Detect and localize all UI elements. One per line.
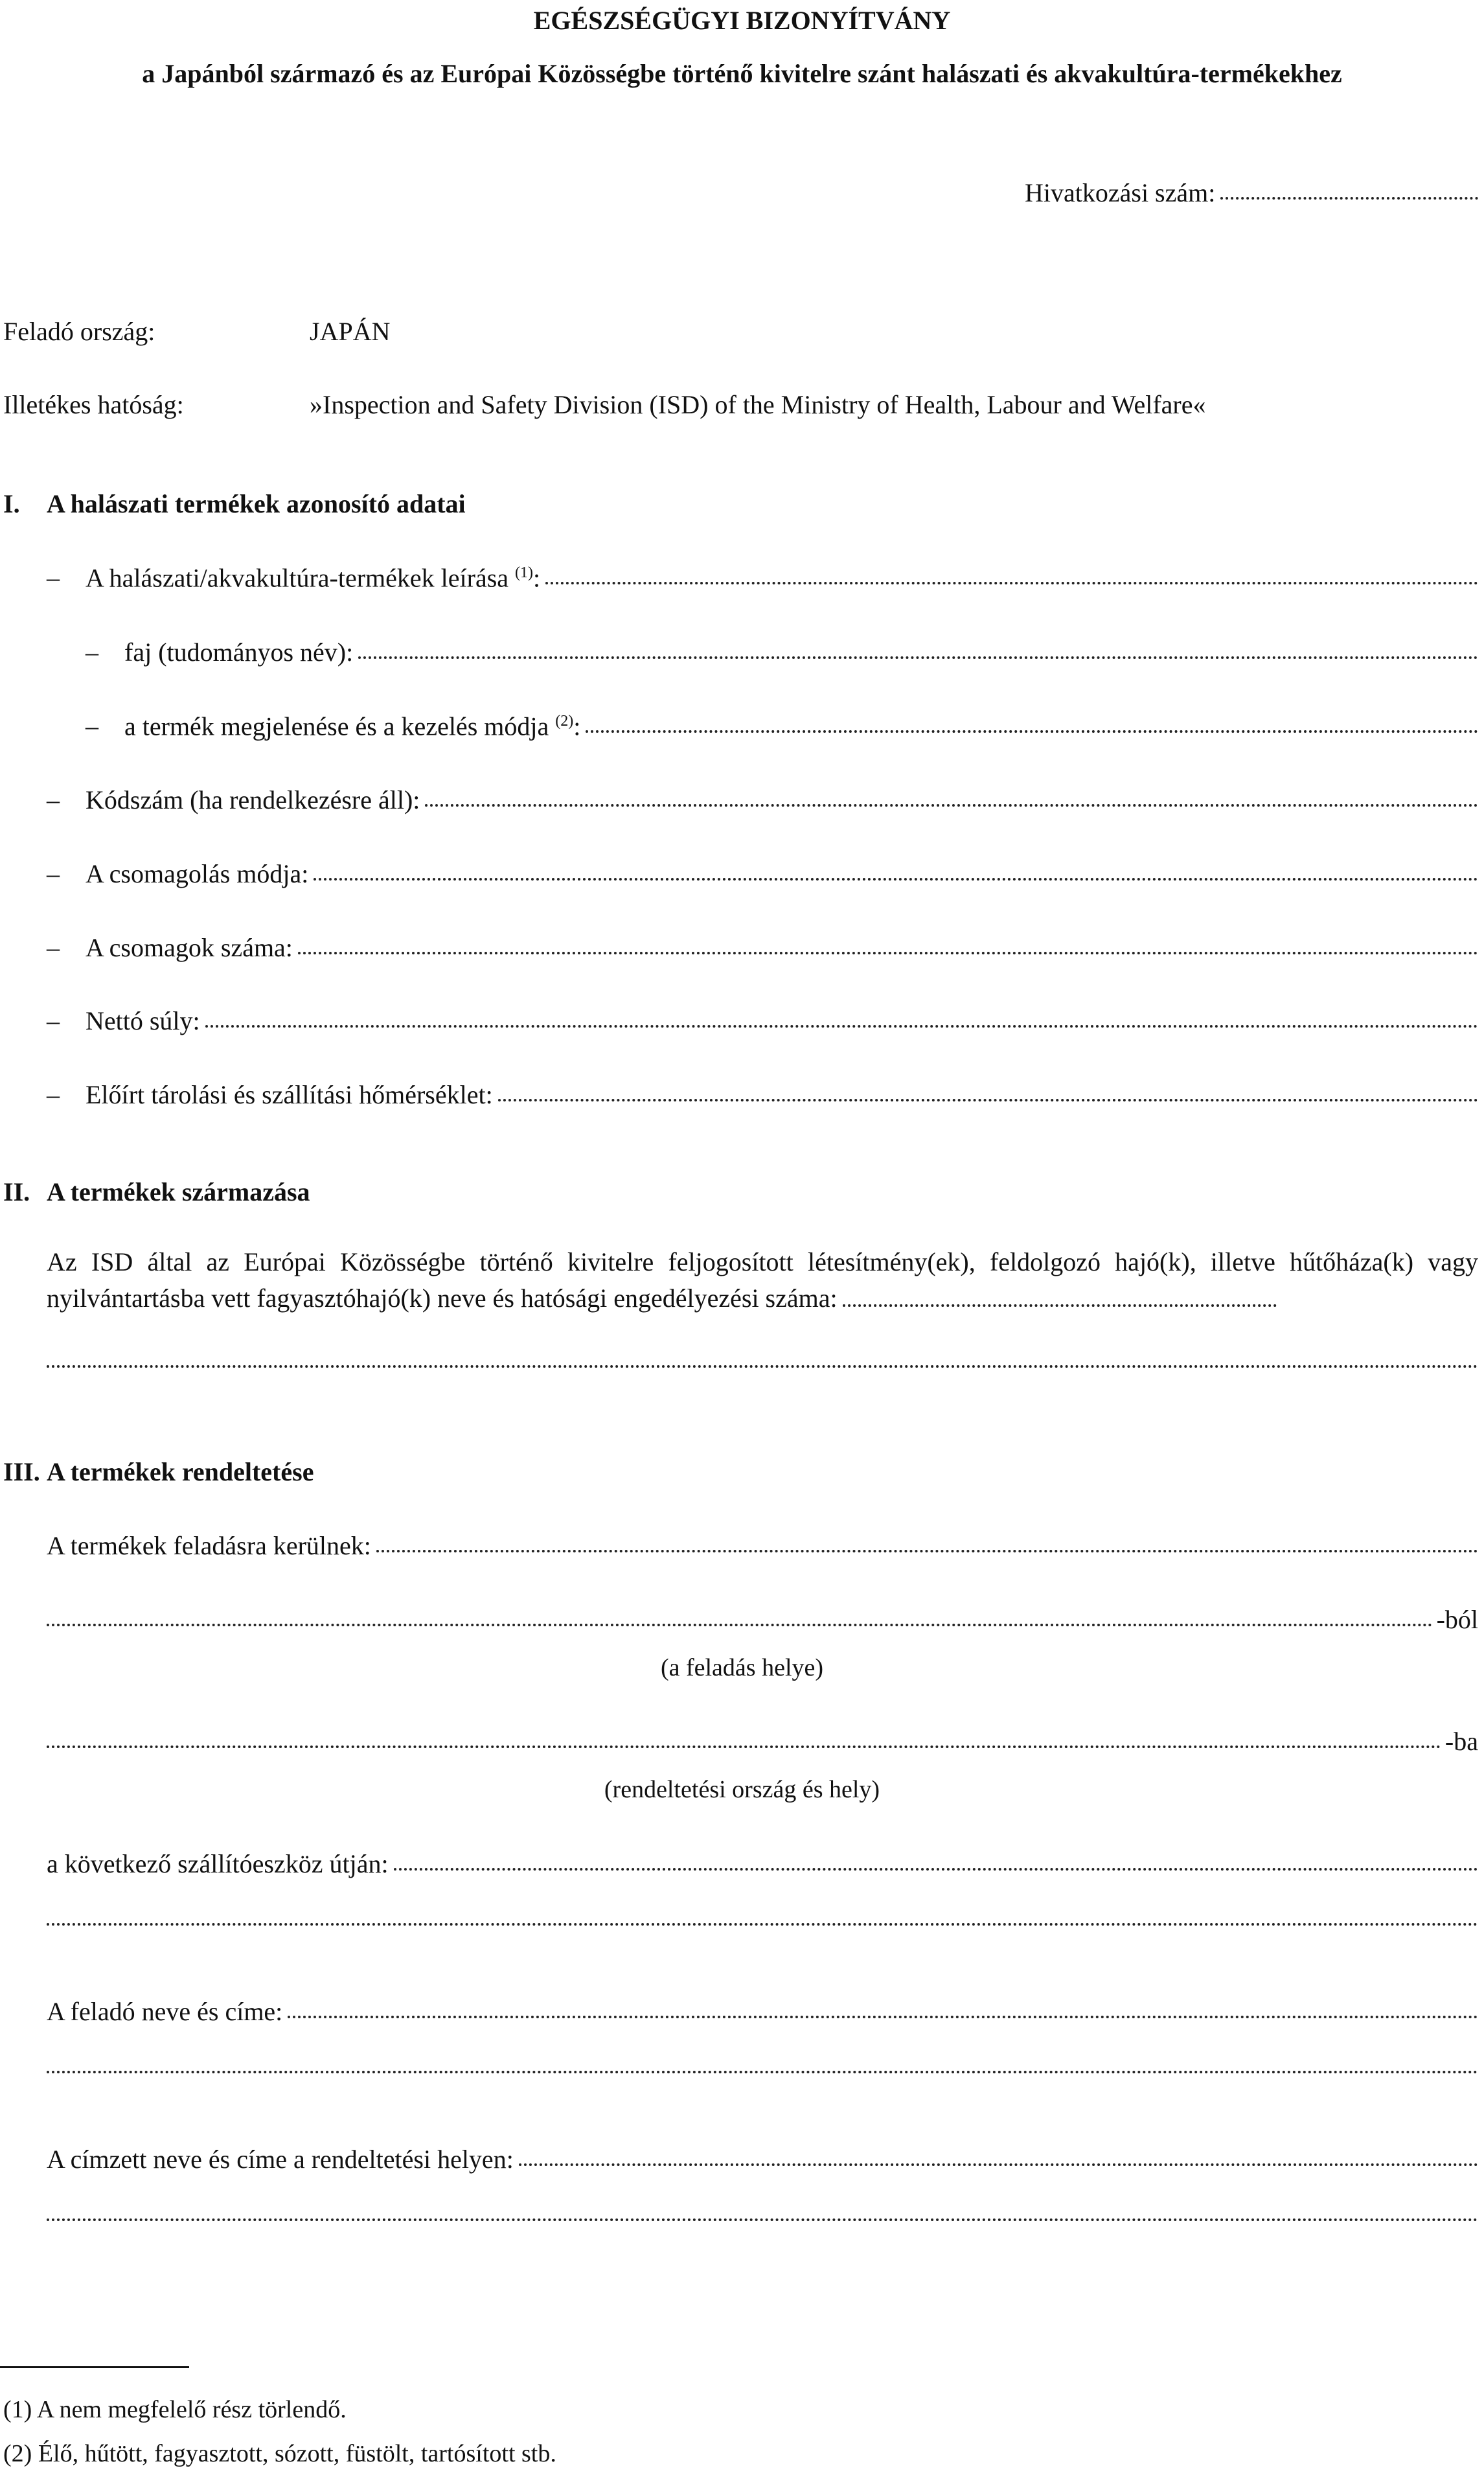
footnote-2-text: Élő, hűtött, fagyasztott, sózott, füstölt, tartósított stb. <box>38 2440 556 2467</box>
sender-blank-2[interactable] <box>47 2071 1478 2073</box>
list-dash: – <box>47 1006 60 1035</box>
species-label: faj (tudományos név): <box>124 638 354 667</box>
net-weight-blank[interactable] <box>205 1025 1478 1028</box>
transport-field[interactable] <box>47 1851 1478 1877</box>
packaging-label: A csomagolás módja: <box>86 859 309 888</box>
presentation-label: a termék megjelenése és a kezelés módja $^{(2)}$: <box>124 711 581 741</box>
sender-field-2[interactable] <box>47 2073 1478 2075</box>
reference-number-label: Hivatkozási szám: <box>1025 178 1216 207</box>
section3-number: III. <box>3 1457 40 1486</box>
code-number-blank[interactable] <box>425 804 1478 807</box>
destination-field[interactable] <box>47 1729 1478 1755</box>
sender-label: A feladó neve és címe: <box>47 1997 283 2026</box>
species-field[interactable] <box>124 639 1478 665</box>
footnote-separator <box>0 2366 189 2368</box>
sender-blank[interactable] <box>288 2016 1478 2018</box>
temperature-field[interactable] <box>86 1082 1478 1108</box>
product-description-field[interactable] <box>86 565 1478 591</box>
transport-blank-2[interactable] <box>47 1923 1478 1926</box>
list-dash: – <box>47 563 60 592</box>
list-dash: – <box>47 859 60 888</box>
section3-title: A termékek rendeltetése <box>47 1457 314 1486</box>
dispatch-place-blank[interactable] <box>47 1624 1433 1626</box>
product-description-label: A halászati/akvakultúra-termékek leírása $^{(1)}$: <box>86 563 541 593</box>
dispatch-place-caption: (a feladás helye) <box>660 1654 824 1681</box>
footnote-1-text: A nem megfelelő rész törlendő. <box>36 2396 347 2423</box>
packaging-field[interactable] <box>86 861 1478 887</box>
section2-number: II. <box>3 1177 30 1206</box>
footnote-ref: (2) <box>555 713 574 730</box>
origin-field-2[interactable] <box>47 1367 1478 1370</box>
origin-blank[interactable] <box>47 1365 1478 1368</box>
consignee-blank[interactable] <box>519 2163 1478 2166</box>
footnote-1 <box>3 2397 347 2422</box>
consignee-label: A címzett neve és címe a rendeltetési helyen: <box>47 2145 514 2174</box>
dispatch-field[interactable] <box>47 1533 1478 1559</box>
footnote-2 <box>3 2441 556 2466</box>
list-dash: – <box>47 1080 60 1109</box>
list-dash: – <box>47 785 60 814</box>
consignee-blank-2[interactable] <box>47 2218 1478 2221</box>
dispatch-label: A termékek feladásra kerülnek: <box>47 1531 371 1560</box>
code-number-label: Kódszám (ha rendelkezésre áll): <box>86 785 420 814</box>
dispatch-place-field[interactable] <box>47 1607 1478 1633</box>
section1-title: A halászati termékek azonosító adatai <box>47 489 466 518</box>
list-dash: – <box>86 711 98 741</box>
temperature-label: Előírt tárolási és szállítási hőmérséklet: <box>86 1080 493 1109</box>
package-count-field[interactable] <box>86 935 1478 961</box>
reference-number-field[interactable] <box>1025 180 1478 206</box>
authority-label: Illetékes hatóság: <box>3 390 184 419</box>
section2-title: A termékek származása <box>47 1177 310 1206</box>
footnote-2-mark: (2) <box>3 2440 32 2467</box>
net-weight-label: Nettó súly: <box>86 1006 200 1035</box>
consignee-field[interactable] <box>47 2147 1478 2172</box>
consignee-field-2[interactable] <box>47 2220 1478 2223</box>
transport-blank[interactable] <box>394 1868 1478 1871</box>
destination-suffix: -ba <box>1444 1727 1478 1756</box>
country-label: Feladó ország: <box>3 317 155 346</box>
sender-field[interactable] <box>47 1999 1478 2025</box>
footnote-ref: (1) <box>515 564 534 581</box>
code-number-field[interactable] <box>86 787 1478 813</box>
package-count-label: A csomagok száma: <box>86 933 293 962</box>
product-description-blank[interactable] <box>545 582 1478 584</box>
origin-text: Az ISD által az Európai Közösségbe történő kivitelre feljogosított létesítmény(ek), feldolgozó hajó(k), illetve hűtőháza(k) vagy nyilvántartásba vett fagyasztóhajó(k) neve és hatósági engedélyezési száma: <box>47 1247 1478 1313</box>
transport-field-2[interactable] <box>47 1925 1478 1928</box>
footnote-1-mark: (1) <box>3 2396 32 2423</box>
origin-blank-inline[interactable] <box>843 1304 1277 1307</box>
list-dash: – <box>86 638 98 667</box>
temperature-blank[interactable] <box>498 1099 1478 1101</box>
section1-number: I. <box>3 489 20 518</box>
authority-value: »Inspection and Safety Division (ISD) of the Ministry of Health, Labour and Welfare« <box>310 390 1206 419</box>
package-count-blank[interactable] <box>298 952 1478 954</box>
transport-label: a következő szállítóeszköz útján: <box>47 1849 389 1878</box>
destination-blank[interactable] <box>47 1745 1441 1748</box>
net-weight-field[interactable] <box>86 1008 1478 1034</box>
origin-paragraph <box>47 1244 1478 1317</box>
country-value: JAPÁN <box>310 317 391 346</box>
presentation-blank[interactable] <box>586 730 1478 733</box>
species-blank[interactable] <box>358 656 1478 659</box>
dispatch-place-suffix: -ból <box>1436 1605 1478 1634</box>
certificate-title: EGÉSZSÉGÜGYI BIZONYÍTVÁNY <box>533 6 951 35</box>
destination-caption: (rendeltetési ország és hely) <box>604 1776 880 1803</box>
list-dash: – <box>47 933 60 962</box>
dispatch-blank[interactable] <box>376 1550 1478 1552</box>
reference-number-blank[interactable] <box>1220 197 1478 200</box>
packaging-blank[interactable] <box>314 878 1478 881</box>
certificate-subtitle: a Japánból származó és az Európai Közösségbe történő kivitelre szánt halászati és akvakultúra-termékekhez <box>142 59 1342 88</box>
presentation-field[interactable] <box>124 713 1478 739</box>
